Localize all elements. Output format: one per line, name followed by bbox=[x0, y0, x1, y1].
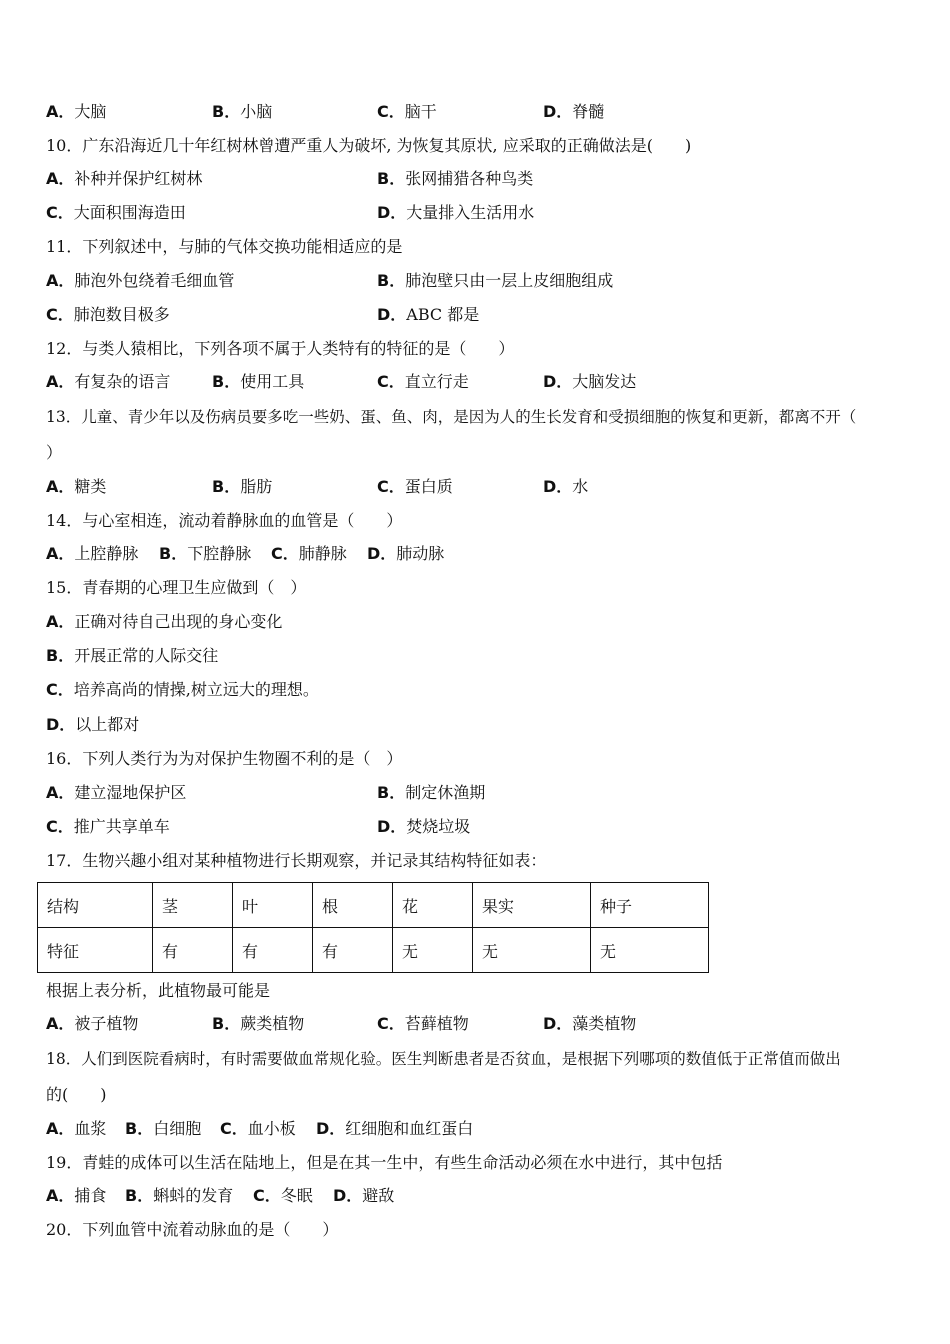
q12-option-b: B．使用工具 bbox=[212, 372, 305, 391]
table-cell: 有 bbox=[313, 928, 393, 973]
q14-option-a: A．上腔静脉 bbox=[46, 544, 139, 563]
q13-option-d: D．水 bbox=[543, 477, 589, 496]
q14-option-d: D．肺动脉 bbox=[367, 544, 445, 563]
q17-option-d: D．藻类植物 bbox=[543, 1014, 637, 1033]
q15-option-a: A．正确对待自己出现的身心变化 bbox=[46, 612, 283, 631]
q18-option-b: B．白细胞 bbox=[125, 1119, 202, 1138]
q16-stem: 16．下列人类行为为对保护生物圈不利的是（ ） bbox=[46, 749, 403, 768]
table-cell: 茎 bbox=[153, 883, 233, 928]
table-cell: 结构 bbox=[38, 883, 153, 928]
q15-option-c: C．培养高尚的情操,树立远大的理想。 bbox=[46, 680, 319, 699]
q19-option-c: C．冬眠 bbox=[253, 1186, 313, 1205]
q16-option-c: C．推广共享单车 bbox=[46, 817, 170, 836]
q12-option-d: D．大脑发达 bbox=[543, 372, 637, 391]
q9-option-a: A．大脑 bbox=[46, 102, 107, 121]
q14-stem: 14．与心室相连，流动着静脉血的血管是（ ） bbox=[46, 511, 403, 530]
q19-option-a: A．捕食 bbox=[46, 1186, 107, 1205]
table-header-row bbox=[38, 883, 709, 928]
q18-option-d: D．红细胞和血红蛋白 bbox=[316, 1119, 474, 1138]
q12-stem: 12．与类人猿相比，下列各项不属于人类特有的特征的是（ ） bbox=[46, 339, 515, 358]
q11-option-b: B．肺泡壁只由一层上皮细胞组成 bbox=[377, 271, 614, 290]
table-cell: 果实 bbox=[473, 883, 591, 928]
q10-option-d: D．大量排入生活用水 bbox=[377, 203, 535, 222]
q18-stem-line2: 的( ) bbox=[46, 1085, 107, 1104]
q16-option-d: D．焚烧垃圾 bbox=[377, 817, 471, 836]
table-cell: 特征 bbox=[38, 928, 153, 973]
q13-option-a: A．糖类 bbox=[46, 477, 107, 496]
q16-option-a: A．建立湿地保护区 bbox=[46, 783, 187, 802]
table-cell: 叶 bbox=[233, 883, 313, 928]
q10-option-c: C．大面积围海造田 bbox=[46, 203, 186, 222]
table-cell: 花 bbox=[393, 883, 473, 928]
table-row bbox=[38, 928, 709, 973]
q14-option-b: B．下腔静脉 bbox=[159, 544, 252, 563]
table-cell: 有 bbox=[233, 928, 313, 973]
q15-stem: 15．青春期的心理卫生应做到（ ） bbox=[46, 578, 307, 597]
q17-option-a: A．被子植物 bbox=[46, 1014, 139, 1033]
q18-option-a: A．血浆 bbox=[46, 1119, 107, 1138]
q11-option-c: C．肺泡数目极多 bbox=[46, 305, 170, 324]
q17-option-b: B．蕨类植物 bbox=[212, 1014, 305, 1033]
q10-stem: 10．广东沿海近几十年红树林曾遭严重人为破坏, 为恢复其原状, 应采取的正确做法是( ) bbox=[46, 136, 692, 155]
q10-option-b: B．张网捕猎各种鸟类 bbox=[377, 169, 534, 188]
q13-stem-line1: 13．儿童、青少年以及伤病员要多吃一些奶、蛋、鱼、肉，是因为人的生长发育和受损细胞的恢复和更新，都离不开（ bbox=[46, 408, 857, 426]
table-cell: 种子 bbox=[591, 883, 709, 928]
q16-option-b: B．制定休渔期 bbox=[377, 783, 486, 802]
q19-option-d: D．避敌 bbox=[333, 1186, 395, 1205]
q12-option-a: A．有复杂的语言 bbox=[46, 372, 171, 391]
q9-option-b: B．小脑 bbox=[212, 102, 273, 121]
q10-option-a: A．补种并保护红树林 bbox=[46, 169, 203, 188]
q13-option-c: C．蛋白质 bbox=[377, 477, 453, 496]
q12-option-c: C．直立行走 bbox=[377, 372, 469, 391]
q19-stem: 19．青蛙的成体可以生活在陆地上，但是在其一生中，有些生命活动必须在水中进行，其中包括 bbox=[46, 1153, 723, 1172]
q19-option-b: B．蝌蚪的发育 bbox=[125, 1186, 234, 1205]
q13-stem-line2: ） bbox=[46, 443, 63, 462]
q20-stem: 20．下列血管中流着动脉血的是（ ） bbox=[46, 1220, 339, 1239]
q14-option-c: C．肺静脉 bbox=[271, 544, 347, 563]
q15-option-b: B．开展正常的人际交往 bbox=[46, 646, 219, 665]
table-cell: 无 bbox=[393, 928, 473, 973]
q18-option-c: C．血小板 bbox=[220, 1119, 296, 1138]
table-cell: 无 bbox=[473, 928, 591, 973]
q18-stem-line1: 18．人们到医院看病时，有时需要做血常规化验。医生判断患者是否贫血，是根据下列哪项的数值低于正常值而做出 bbox=[46, 1050, 841, 1068]
q13-option-b: B．脂肪 bbox=[212, 477, 273, 496]
q11-option-d: D．ABC 都是 bbox=[377, 305, 480, 324]
q11-stem: 11．下列叙述中，与肺的气体交换功能相适应的是 bbox=[46, 237, 403, 256]
q15-option-d: D．以上都对 bbox=[46, 715, 140, 734]
table-cell: 有 bbox=[153, 928, 233, 973]
q17-note: 根据上表分析，此植物最可能是 bbox=[46, 981, 271, 1000]
q9-option-d: D．脊髓 bbox=[543, 102, 605, 121]
q17-option-c: C．苔藓植物 bbox=[377, 1014, 469, 1033]
plant-structure-table bbox=[37, 882, 709, 973]
table-cell: 根 bbox=[313, 883, 393, 928]
q11-option-a: A．肺泡外包绕着毛细血管 bbox=[46, 271, 235, 290]
q17-stem: 17．生物兴趣小组对某种植物进行长期观察，并记录其结构特征如表： bbox=[46, 851, 547, 870]
q9-option-c: C．脑干 bbox=[377, 102, 437, 121]
table-cell: 无 bbox=[591, 928, 709, 973]
